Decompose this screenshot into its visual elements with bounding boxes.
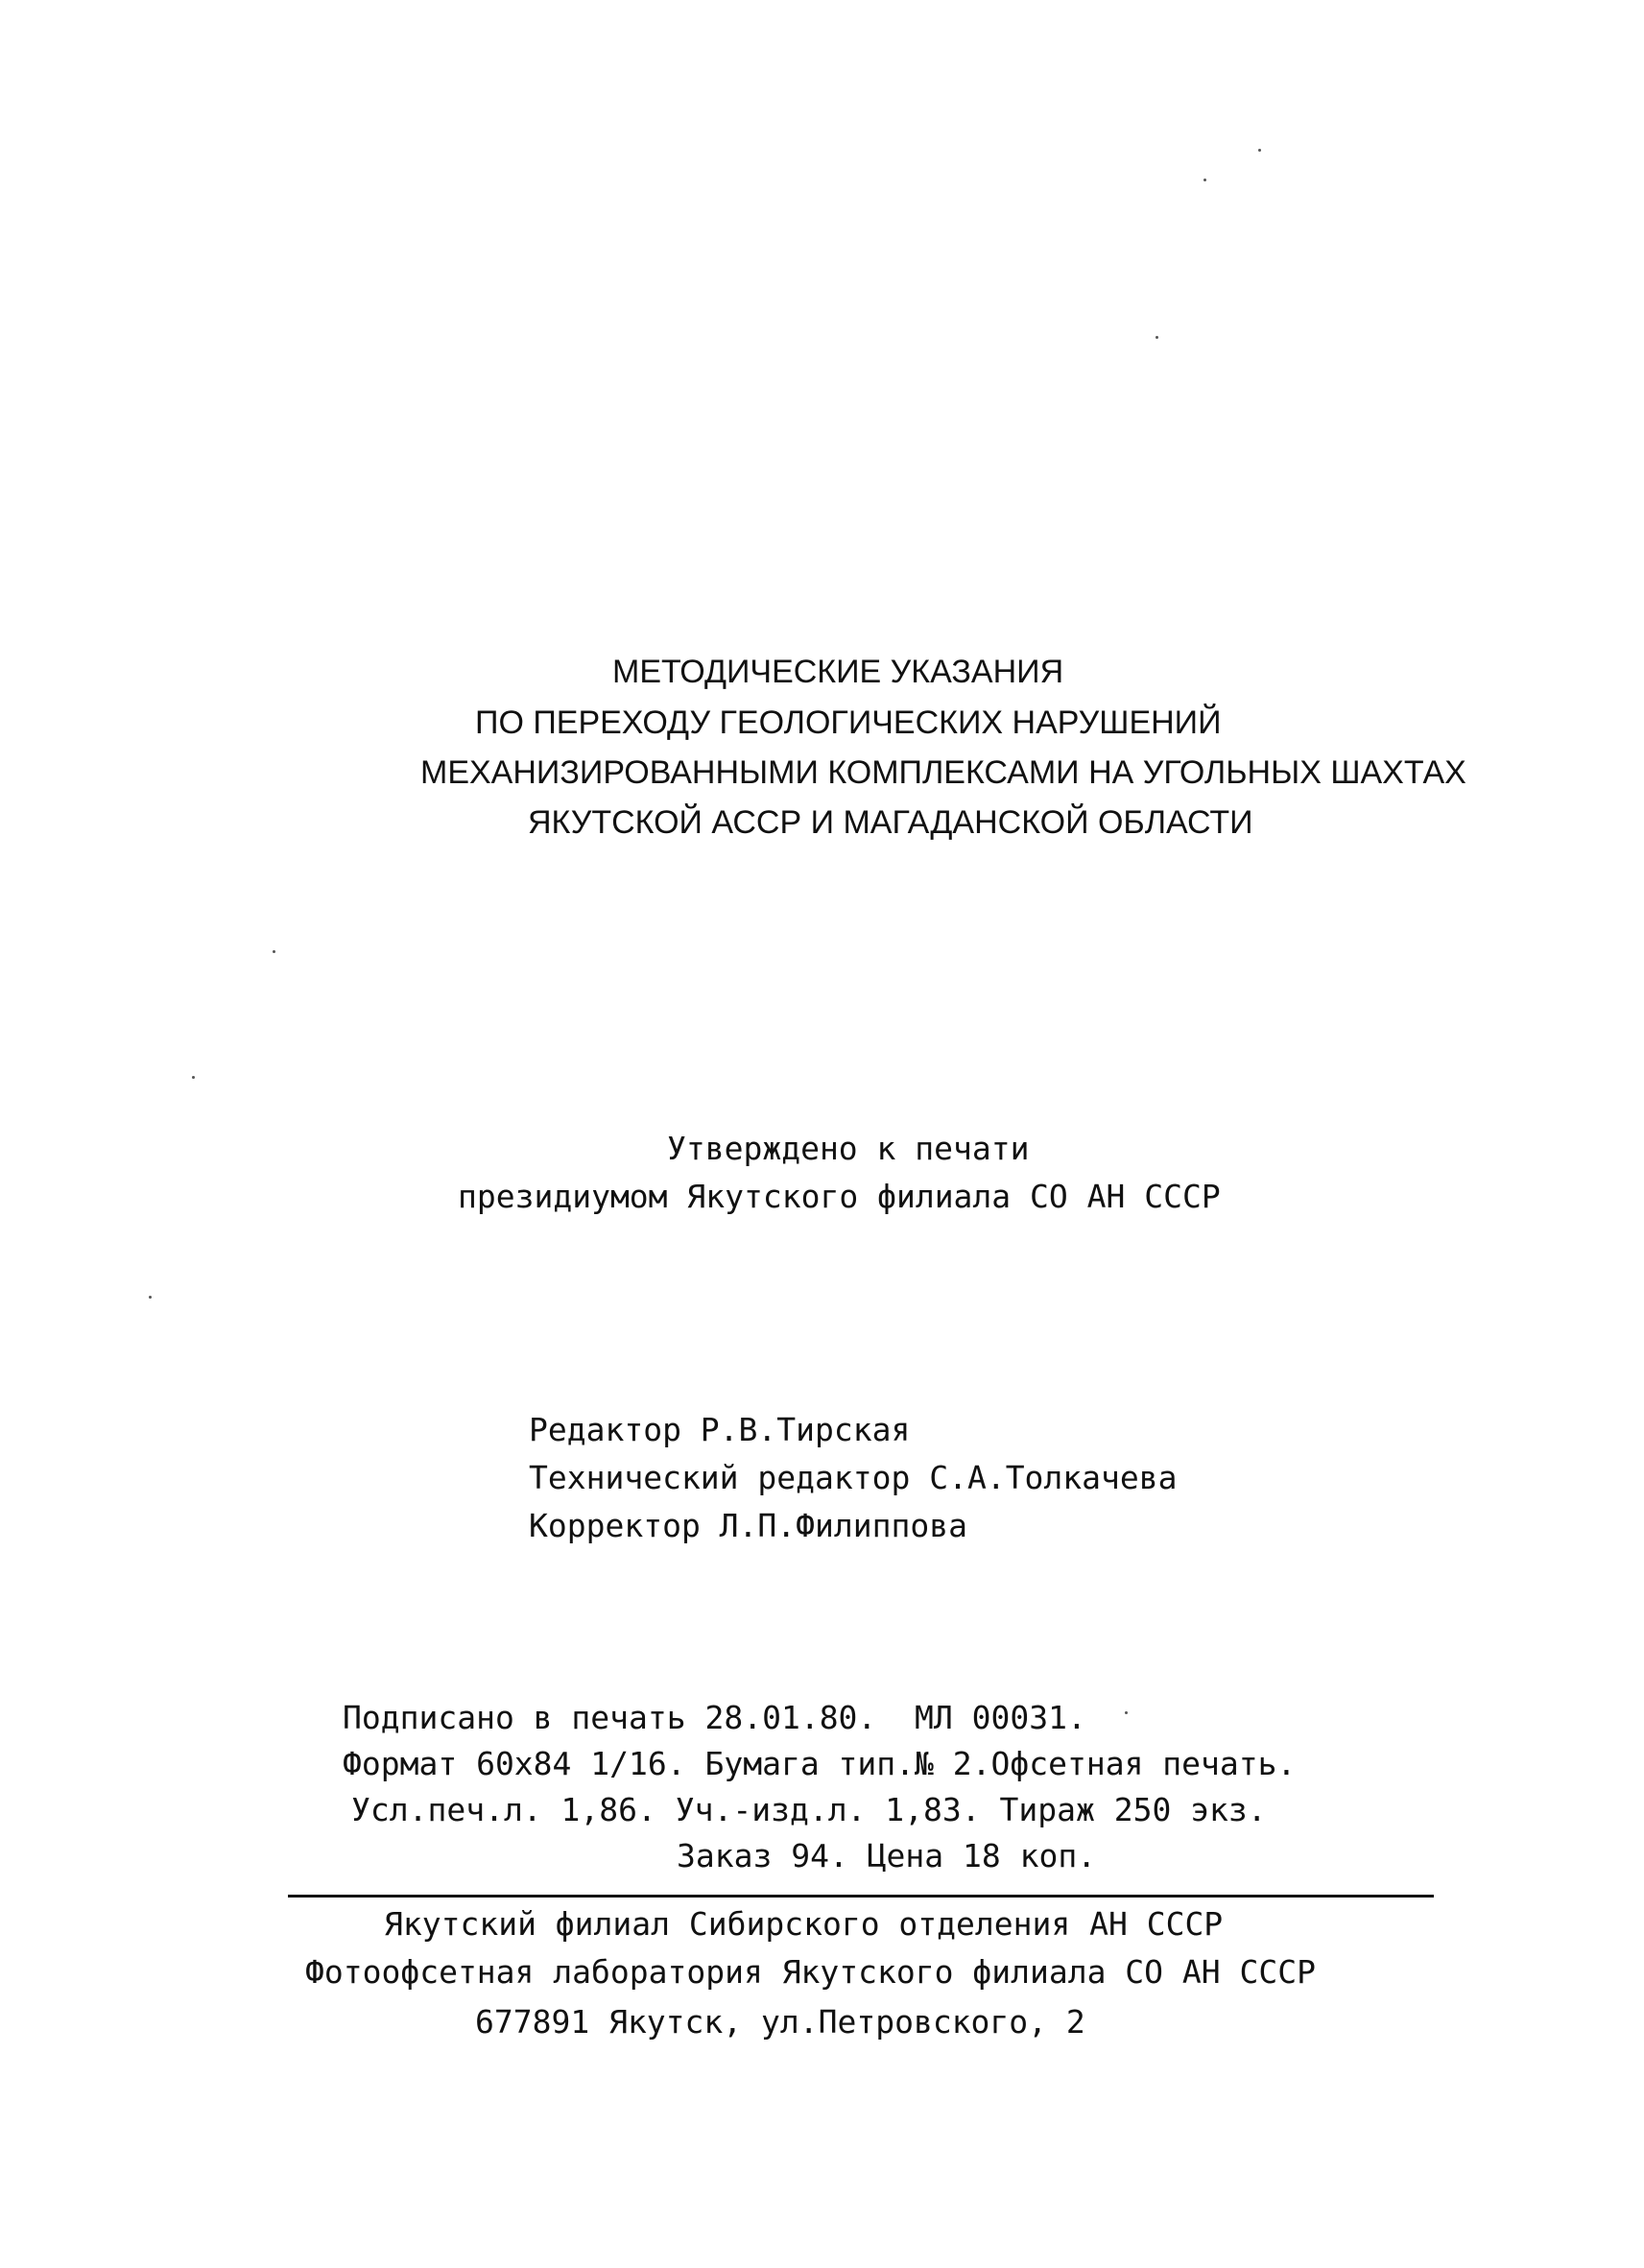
title-line-3: МЕХАНИЗИРОВАННЫМИ КОМПЛЕКСАМИ НА УГОЛЬНЫХ ШАХТАХ (420, 754, 1466, 791)
scan-speck (1156, 336, 1158, 339)
divider-rule (288, 1895, 1434, 1898)
imprint-format-line: Формат 60x84 1/16. Бумага тип.№ 2.Офсетная печать. (343, 1745, 1297, 1782)
publisher-line-2: Фотоофсетная лаборатория Якутского филиала СО АН СССР (305, 1953, 1316, 1991)
title-line-1: МЕТОДИЧЕСКИЕ УКАЗАНИЯ (612, 654, 1064, 690)
title-line-2: ПО ПЕРЕХОДУ ГЕОЛОГИЧЕСКИХ НАРУШЕНИЙ (475, 704, 1222, 741)
title-line-4: ЯКУТСКОЙ АССР И МАГАДАНСКОЙ ОБЛАСТИ (528, 804, 1253, 841)
publisher-address-line: 677891 Якутск, ул.Петровского, 2 (475, 2003, 1085, 2041)
publisher-line-1: Якутский филиал Сибирского отделения АН СССР (384, 1905, 1224, 1943)
imprint-sheets-line: Усл.печ.л. 1,86. Уч.-изд.л. 1,83. Тираж 250 экз. (351, 1791, 1267, 1828)
imprint-order-line: Заказ 94. Цена 18 коп. (677, 1837, 1097, 1874)
editor-line: Редактор Р.В.Тирская (529, 1411, 911, 1448)
proofreader-line: Корректор Л.П.Филиппова (529, 1507, 967, 1544)
approval-line-2: президиумом Якутского филиала СО АН СССР (458, 1178, 1221, 1215)
scan-speck (1203, 179, 1206, 181)
scan-speck (192, 1076, 195, 1079)
imprint-signed-line: Подписано в печать 28.01.80. МЛ 00031. (343, 1699, 1086, 1736)
scan-speck (273, 950, 275, 953)
technical-editor-line: Технический редактор С.А.Толкачева (529, 1459, 1178, 1496)
scan-speck (149, 1296, 152, 1299)
scan-speck (1258, 149, 1261, 152)
scan-speck (1125, 1711, 1128, 1714)
approval-line-1: Утверждено к печати (667, 1130, 1030, 1167)
